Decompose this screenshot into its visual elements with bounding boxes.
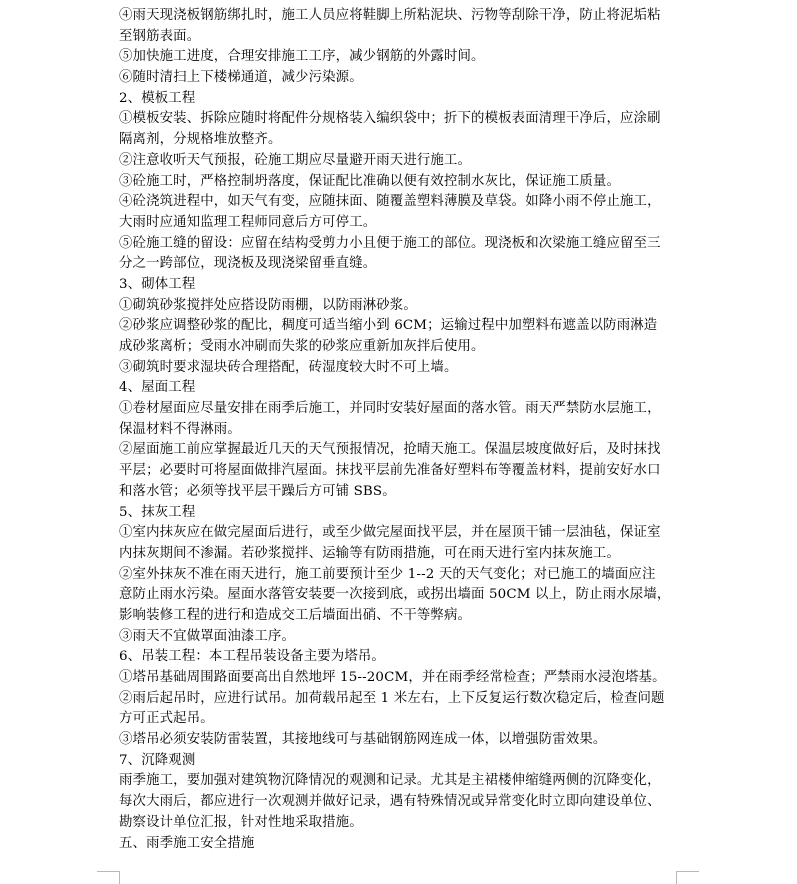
text-line: ④砼浇筑进程中，如天气有变，应随抹面、随覆盖塑料薄膜及草袋。如降小雨不停止施工，	[119, 194, 661, 210]
text-line: ③塔吊必须安装防雷装置，其接地线可与基础钢筋网连成一体，以增强防雷效果。	[119, 732, 607, 748]
text-line: ③雨天不宜做罩面油漆工序。	[119, 628, 296, 644]
text-line: 分之一跨部位，现浇板及现浇梁留垂直缝。	[119, 256, 377, 272]
text-line: 大雨时应通知监理工程师同意后方可停工。	[119, 214, 377, 230]
text-line: 至钢筋表面。	[119, 28, 201, 44]
text-line: ①砌筑砂浆搅拌处应搭设防雨棚，以防雨淋砂浆。	[119, 297, 417, 313]
text-line: ⑤砼施工缝的留设：应留在结构受剪力小且便于施工的部位。现浇板和次梁施工缝应留至三	[119, 235, 661, 251]
document-body	[119, 6, 679, 854]
text-line: ②室外抹灰不准在雨天进行，施工前要预计至少 1--2 天的天气变化；对已施工的墙面应注	[119, 566, 656, 582]
text-line: 隔离剂，分规格堆放整齐。	[119, 132, 282, 148]
text-line: ②注意收听天气预报，砼施工期应尽量避开雨天进行施工。	[119, 152, 472, 168]
text-line: 内抹灰期间不渗漏。若砂浆搅拌、运输等有防雨措施，可在雨天进行室内抹灰施工。	[119, 545, 621, 561]
text-line: ②雨后起吊时，应进行试吊。加荷载吊起至 1 米左右，上下反复运行数次稳定后，检查问题	[119, 690, 665, 706]
text-line: ①卷材屋面应尽量安排在雨季后施工，并同时安装好屋面的落水管。雨天严禁防水层施工，	[119, 401, 661, 417]
page-corner-mark-right	[676, 871, 699, 884]
text-line: 成砂浆离析；受雨水冲刷而失浆的砂浆应重新加灰拌后使用。	[119, 339, 485, 354]
text-line: 和落水管；必须等找平层干躁后方可铺 SBS。	[119, 483, 396, 499]
text-line: 五、雨季施工安全措施	[119, 835, 255, 851]
text-line: ①室内抹灰应在做完屋面后进行，或至少做完屋面找平层，并在屋顶干铺一层油毡，保证室	[119, 525, 661, 541]
text-line: 3、砌体工程	[119, 276, 196, 292]
text-line: 平层；必要时可将屋面做排汽屋面。抹找平层前先准备好塑料布等覆盖材料，提前安好水口	[119, 463, 661, 479]
text-line: ②屋面施工前应掌握最近几天的天气预报情况，抢晴天施工。保温层坡度做好后，及时抹找	[119, 442, 661, 458]
text-line: ④雨天现浇板钢筋绑扎时，施工人员应将鞋脚上所粘泥块、污物等刮除干净，防止将泥垢粘	[119, 8, 661, 23]
text-line: 勘察设计单位汇报，针对性地采取措施。	[119, 814, 363, 830]
text-line: ②砂浆应调整砂浆的配比，稠度可适当缩小到 6CM；运输过程中加塑料布遮盖以防雨淋造	[119, 318, 658, 334]
text-line: ③砼施工时，严格控制坍落度，保证配比准确以便有效控制水灰比，保证施工质量。	[119, 173, 621, 189]
text-line: 方可正式起吊。	[119, 711, 214, 727]
text-line: 影响装修工程的进行和造成交工后墙面出硝、不干等弊病。	[119, 607, 472, 623]
text-line: 4、屋面工程	[119, 380, 196, 396]
text-line: ③砌筑时要求湿块砖合理搭配，砖湿度较大时不可上墙。	[119, 359, 458, 375]
text-line: ⑥随时清扫上下楼梯通道，减少污染源。	[119, 70, 363, 86]
text-line: 保温材料不得淋雨。	[119, 421, 241, 437]
text-line: ①塔吊基础周围路面要高出自然地坪 15--20CM，并在雨季经常检查；严禁雨水浸泡塔基。	[119, 670, 666, 685]
page-corner-mark-left	[97, 871, 120, 884]
text-line: 2、模板工程	[119, 90, 196, 106]
text-line: 6、吊装工程：本工程吊装设备主要为塔吊。	[119, 649, 385, 665]
text-line: 每次大雨后，都应进行一次观测并做好记录，遇有特殊情况或异常变化时立即向建设单位、	[119, 794, 661, 810]
text-line: 5、抹灰工程	[119, 504, 196, 520]
text-line: ⑤加快施工进度，合理安排施工工序，减少钢筋的外露时间。	[119, 49, 485, 65]
text-line: 7、沉降观测	[119, 752, 196, 768]
text-line: 意防止雨水污染。屋面水落管安装要一次接到底，或拐出墙面 50CM 以上，防止雨水尿墙，	[119, 587, 671, 603]
text-line: ①模板安装、拆除应随时将配件分规格装入编织袋中；折下的模板表面清理干净后，应涂刷	[119, 111, 661, 127]
text-line: 雨季施工，要加强对建筑物沉降情况的观测和记录。尤其是主裙楼伸缩缝两侧的沉降变化，	[119, 773, 661, 789]
